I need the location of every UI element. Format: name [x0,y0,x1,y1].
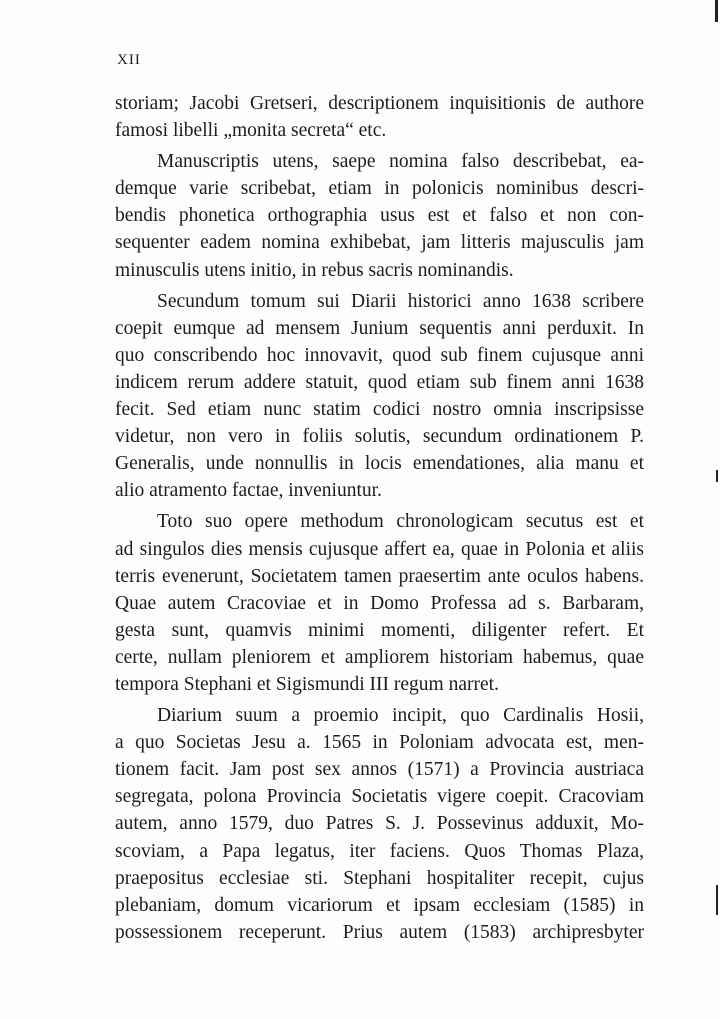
text-line: ad singulos dies mensis cujusque affert ea, quae in Polonia et aliis [115,538,644,560]
text-line: storiam; Jacobi Gretseri, descriptionem inquisitionis de authore [115,93,644,114]
text-line: alio atramento factae, inveniuntur. [115,480,382,502]
text-line: a quo Societas Jesu a. 1565 in Poloniam advocata est, men- [115,732,644,754]
paragraph [115,148,644,283]
scan-edge-mark [715,0,718,22]
text-line: certe, nullam pleniorem et ampliorem historiam habemus, quae [115,646,644,668]
text-line: autem, anno 1579, duo Patres S. J. Possevinus adduxit, Mo- [115,813,644,835]
text-line: sequenter eadem nomina exhibebat, jam litteris majusculis jam [115,232,644,254]
text-line: bendis phonetica orthographia usus est et falso et non con- [115,205,644,227]
paragraph [115,90,644,144]
paragraph [115,702,644,946]
text-line: segregata, polona Provincia Societatis vigere coepit. Cracoviam [115,786,644,808]
text-line: Generalis, unde nonnullis in locis emendationes, alia manu et [115,453,644,475]
scan-edge-mark [716,470,718,482]
text-line: coepit eumque ad mensem Junium sequentis anni perduxit. In [115,317,644,339]
body-text [115,90,644,946]
text-line: tionem facit. Jam post sex annos (1571) a Provincia austriaca [115,759,644,781]
paragraph [115,288,644,505]
text-line: Toto suo opere methodum chronologicam secutus est et [157,511,644,533]
text-line: Secundum tomum sui Diarii historici anno 1638 scribere [157,290,644,312]
text-line: plebaniam, domum vicariorum et ipsam ecclesiam (1585) in [115,894,644,916]
text-line: Quae autem Cracoviae et in Domo Professa ad s. Barbaram, [115,592,644,614]
paragraph [115,508,644,698]
text-line: praepositus ecclesiae sti. Stephani hospitaliter recepit, cujus [115,867,644,889]
text-line: scoviam, a Papa legatus, iter faciens. Quos Thomas Plaza, [115,840,644,862]
text-line: quo conscribendo hoc innovavit, quod sub finem cujusque anni [115,344,644,366]
text-line: possessionem receperunt. Prius autem (1583) archipresbyter [115,921,644,943]
text-line: gesta sunt, quamvis minimi momenti, diligenter refert. Et [115,619,644,641]
text-line: minusculis utens initio, in rebus sacris nominandis. [115,259,514,281]
text-line: Diarium suum a proemio incipit, quo Cardinalis Hosii, [157,705,644,727]
text-line: Manuscriptis utens, saepe nomina falso describebat, ea- [157,151,644,173]
text-line: tempora Stephani et Sigismundi III regum narret. [115,673,499,695]
text-line: famosi libelli „monita secreta“ etc. [115,120,387,142]
text-line: videtur, non vero in foliis solutis, secundum ordinationem P. [115,426,644,448]
text-line: terris evenerunt, Societatem tamen praesertim ante oculos habens. [115,565,644,587]
text-line: demque varie scribebat, etiam in polonicis nominibus descri- [115,178,644,200]
scan-edge-mark [716,885,718,915]
page-number: XII [117,52,141,68]
text-line: indicem rerum addere statuit, quod etiam sub finem anni 1638 [115,371,644,393]
text-line: fecit. Sed etiam nunc statim codici nostro omnia inscripsisse [115,399,644,421]
